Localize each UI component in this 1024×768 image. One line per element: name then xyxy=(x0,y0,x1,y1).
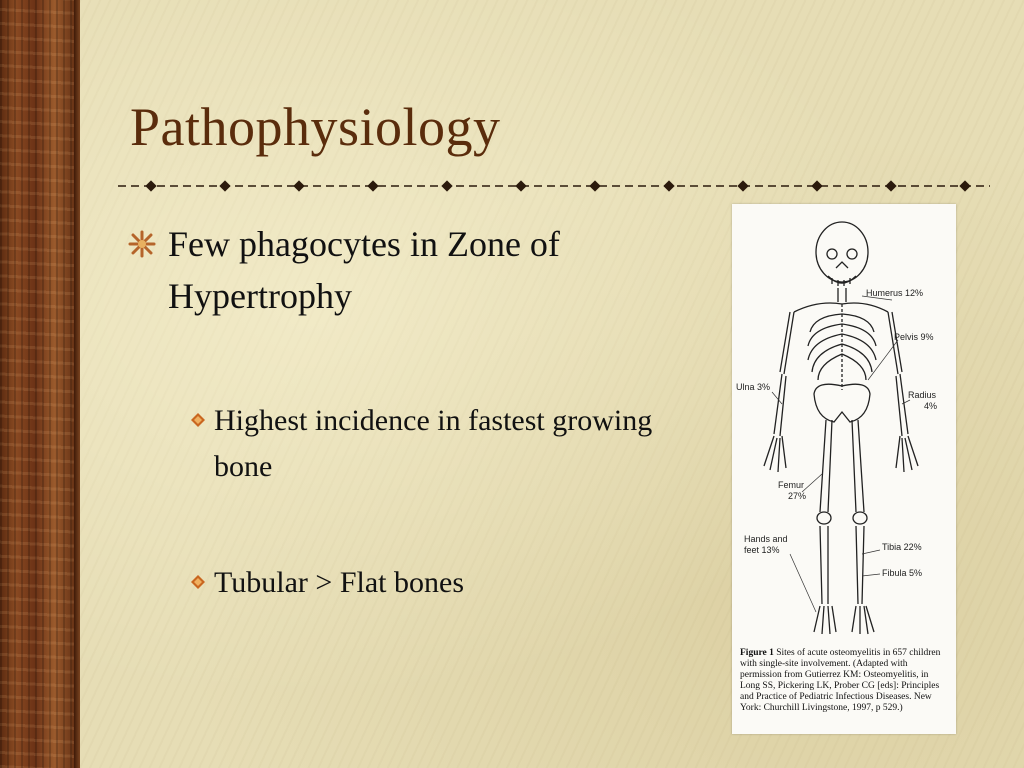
slide-title: Pathophysiology xyxy=(130,97,501,157)
title-divider xyxy=(118,176,998,196)
skeleton-figure xyxy=(732,204,956,734)
label-pelvis: Pelvis 9% xyxy=(894,332,934,342)
diamond-bullet-icon xyxy=(190,412,206,428)
starburst-bullet-icon xyxy=(128,230,156,258)
skeleton-illustration xyxy=(732,204,956,644)
wood-sidebar-edge xyxy=(74,0,80,768)
sub-bullet-item-2 xyxy=(190,560,670,606)
label-ulna: Ulna 3% xyxy=(736,382,771,392)
label-hands-name: Hands and xyxy=(744,534,788,544)
label-fibula: Fibula 5% xyxy=(882,568,923,578)
label-radius-name: Radius xyxy=(908,390,937,400)
label-femur-name: Femur xyxy=(778,480,805,490)
figure-caption xyxy=(740,648,950,714)
label-humerus: Humerus 12% xyxy=(866,288,924,298)
label-femur-pct: 27% xyxy=(788,491,807,501)
label-radius-pct: 4% xyxy=(924,401,938,411)
figure-caption-text: Sites of acute osteomyelitis in 657 children with single-site involvement. (Adapted with permission from Gutierrez KM: Osteomyelitis, in Long SS, Pickering LK, Prober CG [eds]: Principles and Practice of Pediatric Infectious Diseases. New York: Churchill Livingstone, 1997, p 529.) xyxy=(740,648,941,713)
sub-bullet-text-2: Tubular > Flat bones xyxy=(214,566,464,599)
sub-bullet-text-1: Highest incidence in fastest growing bone xyxy=(214,404,653,483)
figure-caption-label: Figure 1 xyxy=(740,648,774,658)
label-tibia: Tibia 22% xyxy=(882,542,922,552)
bullet-item-main xyxy=(128,218,688,322)
label-hands-pct: feet 13% xyxy=(744,545,780,555)
sub-bullet-item-1 xyxy=(190,398,670,490)
bullet-main-text: Few phagocytes in Zone of Hypertrophy xyxy=(168,224,560,316)
diamond-bullet-icon xyxy=(190,574,206,590)
wood-sidebar xyxy=(0,0,78,768)
